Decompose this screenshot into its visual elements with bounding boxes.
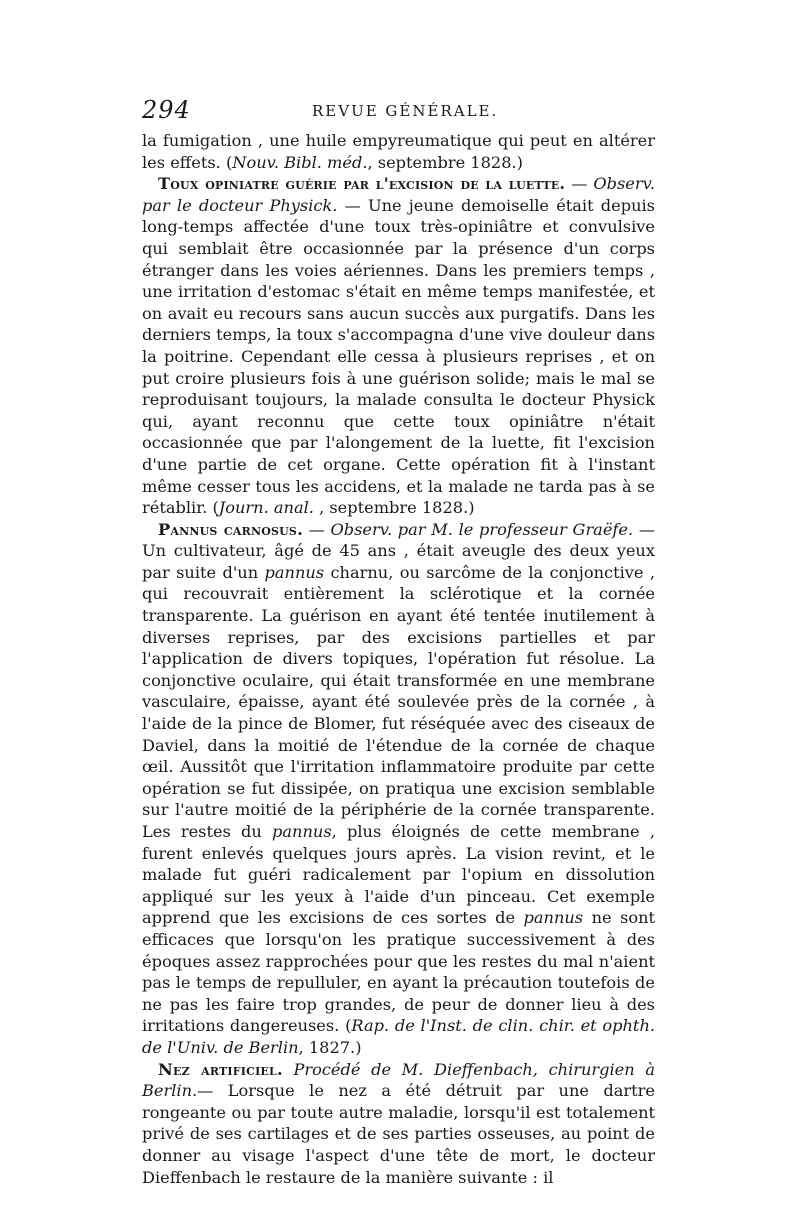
section-nez	[142, 1059, 655, 1189]
page-header	[142, 96, 655, 126]
section-body: charnu, ou sarcôme de la conjonctive , qui recouvrait entièrement la sclérotique et la cornée transparente. La guérison en ayant été tentée inutilement à diverses reprises, par des excisions partielles et par l'application de divers topiques, l'opération fut résolue. La conjonctive oculaire, qui était transformée en une membrane vasculaire, épaisse, ayant été soulevée près de la cornée , à l'aide de la pince de Blomer, fut réséquée avec des ciseaux de Daviel, dans la moitié de l'étendue de la cornée de chaque œil. Aussitôt que l'irritation inflammatoire produite par cette opération se fut dissipée, on pratiqua une excision semblable sur l'autre moitié de la périphérie de la cornée transparente. Les restes du	[142, 562, 655, 841]
para1-text-end: , septembre 1828.)	[367, 152, 523, 172]
observation-credit: Observ. par M. le professeur Graëfe.	[330, 519, 634, 539]
body-text	[142, 130, 655, 1188]
citation-date: , septembre 1828.)	[313, 498, 475, 518]
source-citation: Rap. de l'Inst. de clin. chir. et ophth. de l'Univ. de Berlin	[142, 1016, 656, 1057]
section-heading-pannus: Pannus carnosus.	[158, 519, 303, 539]
para1-source: Nouv. Bibl. méd.	[232, 152, 368, 172]
section-body: — Une jeune demoiselle était depuis long-temps affectée d'une toux très-opiniâtre et convulsive qui semblait être occasionnée par la présence d'un corps étranger dans les voies aériennes. Dans les premiers temps , une irritation d'estomac s'était en même temps manifestée, et on avait eu recours sans aucun succès aux purgatifs. Dans les derniers temps, la toux s'accompagna d'une vive douleur dans la poitrine. Cependant elle cessa à plusieurs reprises , et on put croire plusieurs fois à une guérison solide; mais le mal se reproduisant toujours, la malade consulta le docteur Physick qui, ayant reconnu que cette toux opiniâtre n'était occasionnée que par l'alongement de la luette, fit l'excision d'une partie de cet organe. Cette opération fit à l'instant même cesser tous les accidens, et la malade ne tarda pas à se rétablir. (	[142, 195, 655, 518]
term-pannus: pannus	[264, 562, 325, 582]
paragraph-fumigation	[142, 130, 655, 173]
section-heading-toux: Toux opiniatre guérie par l'excision de la luette.	[158, 174, 566, 194]
term-pannus: pannus	[272, 822, 332, 841]
dash: —	[565, 174, 594, 194]
dash: —	[302, 519, 331, 539]
section-toux	[142, 173, 655, 519]
section-pannus	[142, 519, 655, 1059]
running-title: REVUE GÉNÉRALE.	[312, 102, 499, 120]
page-number: 294	[142, 96, 191, 124]
observation-credit: Procédé de M. Dieffenbach, chirurgien à Berlin.	[142, 1059, 656, 1101]
dash: —	[197, 1081, 214, 1101]
section-body: , plus éloignés de cette membrane , furent enlevés quelques jours après. La vision revint, et le malade fut guéri radicalement par l'opium en dissolution appliqué sur les yeux à l'aide d'un pinceau. Cet exemple apprend que les excisions de ces sortes de	[142, 822, 655, 928]
section-body: Lorsque le nez a été détruit par une dartre rongeante ou par toute autre maladie, lorsqu'il est totalement privé de ses cartilages et de ses parties osseuses, au point de donner au visage l'aspect d'une tête de mort, le docteur Dieffenbach le restaure de la manière suivante : il	[142, 1081, 655, 1187]
section-body: ne sont efficaces que lorsqu'on les pratique successivement à des époques assez rapprochées pour que les restes du mal n'aient pas le temps de repulluler, en ayant la précaution toutefois de ne pas les faire trop grandes, de peur de donner lieu à des irritations dangereuses. (	[142, 908, 656, 1036]
source-citation: Journ. anal.	[218, 498, 314, 518]
section-body: — Un cultivateur, âgé de 45 ans , était aveugle des deux yeux par suite d'un	[142, 519, 656, 582]
section-heading-nez: Nez artificiel.	[158, 1059, 283, 1079]
observation-credit: Observ. par le docteur Physick.	[142, 174, 655, 215]
term-pannus: pannus	[523, 908, 584, 928]
para1-text: la fumigation , une huile empyreumatique qui peut en altérer les effets. (	[142, 131, 655, 172]
citation-date: , 1827.)	[298, 1037, 362, 1057]
